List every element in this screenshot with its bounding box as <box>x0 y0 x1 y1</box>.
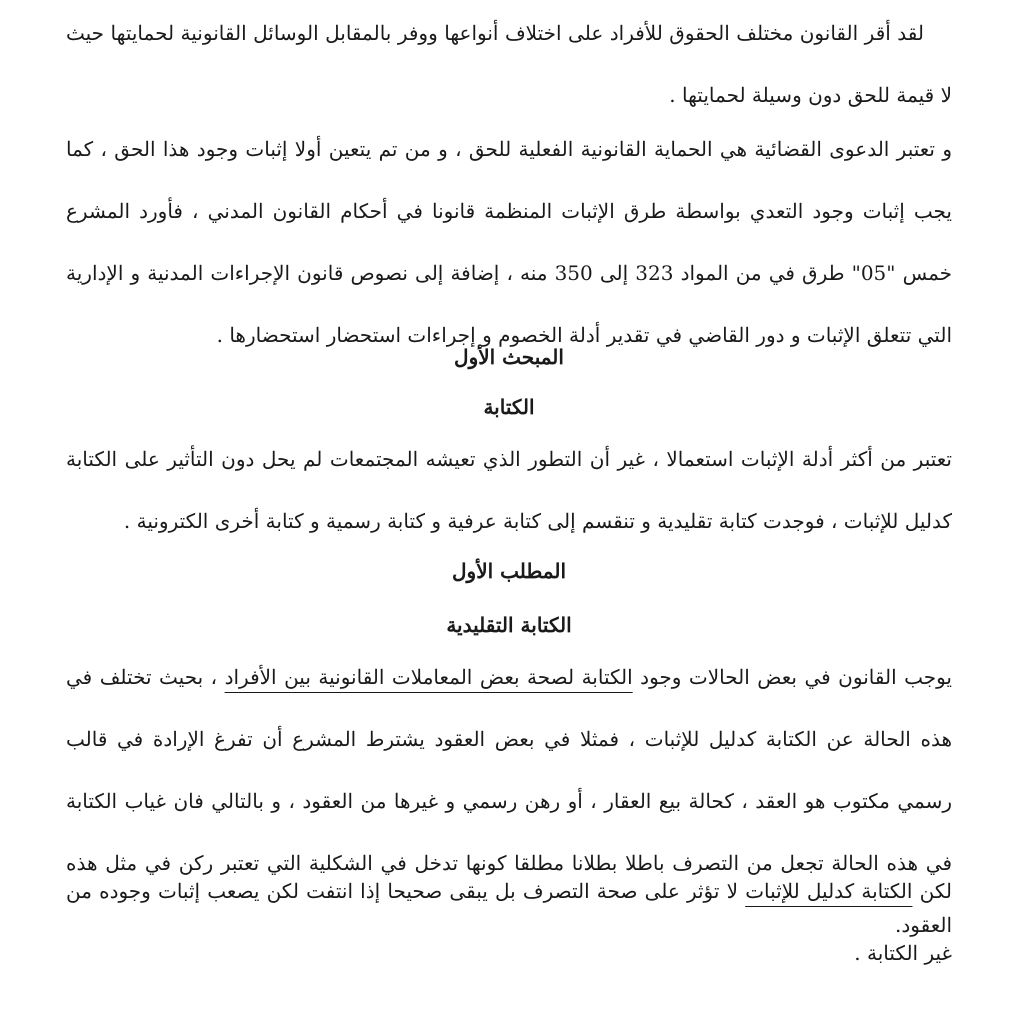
section-title: الكتابة <box>483 395 535 419</box>
paragraph-intro <box>66 2 952 126</box>
paragraph-evidence-start: لكن <box>912 879 952 903</box>
paragraph-evidence <box>66 860 952 984</box>
paragraph-traditional-writing-start: يوجب القانون في بعض الحالات وجود <box>632 665 952 689</box>
subsection-heading: المطلب الأول <box>452 559 566 583</box>
paragraph-intro-text: لقد أقر القانون مختلف الحقوق للأفراد على اختلاف أنواعها ووفر بالمقابل الوسائل القانونية لحمايتها حيث لا قيمة للحق دون وسيلة لحمايتها . <box>66 21 952 107</box>
paragraph-traditional-writing-end: ، بحيث تختلف في هذه الحالة عن الكتابة كدليل للإثبات ، فمثلا في بعض العقود يشترط المشرع أن تفرغ الإرادة في قالب رسمي مكتوب هو العقد ، كحالة بيع العقار ، أو رهن رسمي و غيرها من العقود ، و بالتالي فان غياب الكتابة في هذه الحالة تجعل من التصرف باطلا بطلانا مطلقا كونها تدخل في الشكلية التي تعتبر ركن في مثل هذه العقود. <box>66 665 952 937</box>
subsection-title: الكتابة التقليدية <box>446 613 572 637</box>
paragraph-evidence-end: لا تؤثر على صحة التصرف بل يبقى صحيحا إذا انتفت لكن يصعب إثبات وجوده من غير الكتابة . <box>66 879 952 965</box>
section-heading: المبحث الأول <box>454 345 564 369</box>
paragraph-evidence-underlined: الكتابة كدليل للإثبات <box>745 879 913 903</box>
paragraph-writing-text: تعتبر من أكثر أدلة الإثبات استعمالا ، غير أن التطور الذي تعيشه المجتمعات لم يحل دون التأثير على الكتابة كدليل للإثبات ، فوجدت كتابة تقليدية و تنقسم إلى كتابة عرفية و كتابة رسمية و كتابة أخرى الكترونية . <box>66 447 952 533</box>
paragraph-writing <box>66 428 952 552</box>
paragraph-lawsuit-text: و تعتبر الدعوى القضائية هي الحماية القانونية الفعلية للحق ، و من تم يتعين أولا إثبات وجود هذا الحق ، كما يجب إثبات وجود التعدي بواسطة طرق الإثبات المنظمة قانونا في أحكام القانون المدني ، فأورد المشرع خمس "05" طرق في من المواد 323 إلى 350 منه ، إضافة إلى نصوص قانون الإجراءات المدنية و الإدارية التي تتعلق الإثبات و دور القاضي في تقدير أدلة الخصوم و إجراءات استحضار استحضارها . <box>66 137 953 347</box>
paragraph-traditional-writing-underlined: الكتابة لصحة بعض المعاملات القانونية بين الأفراد <box>224 665 633 689</box>
